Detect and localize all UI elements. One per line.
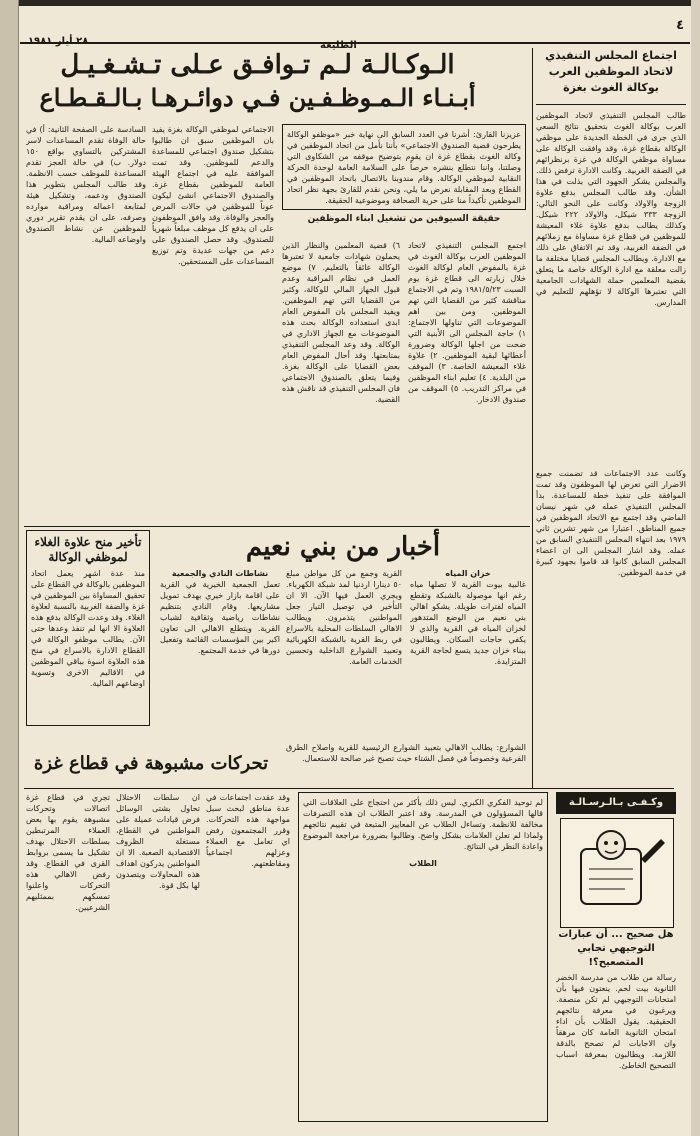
newspaper-name: الطليعة <box>320 40 357 51</box>
intro-box <box>282 124 526 210</box>
village-col-3-body: تعمل الجمعية الخيرية في القرية على اقامة بازار خيري بهدف تمويل مشاريعها. وقام النادي بتنظيم نشاطات رياضية وثقافية لشباب القرية. ويتطلع الاهالي الى تعاون اكبر بين المؤسسات القائمة وتفعيل دورها في خدمة المجتمع. <box>160 580 280 655</box>
intro-text: عزيزنا القارئ: أشرنا في العدد السابق الى نهاية خبر «موظفو الوكالة يطرحون قضية الصندوق الاجتماعي» بأننا نأمل من اتحاد الموظفين في وكالة الغوث بقطاع غزة ان يقوم بتوضيح موقفه من الشكاوى التي وصلتنا، واننا نتطلع بنشره حرصاً على السلامة العامة لوحدة الحركة النقابية لموظفي الوكالة. وقام مندوبنا بالاتصال باتحاد الموظفين في القطاع وبعد المقابلة نعرض ما يلي، ونحن نقدم للقارئ بجهة نظر اتحاد الموظفين تأكيداً منا على حرية الصحافة وموضوعية الحقيقة. <box>287 130 521 205</box>
main-col-b: ٦) قضية المعلمين والنظار الذين يحملون شهادات جامعية لا تعتبرها الوكالة عائقاً بالتعليم. ٧) موضع العمل في نظام المراقبة وعدم قبول الجهاز المالي للوكالة، وكثير من القضايا التي تهم الموظفين. ويفيد المجلس بان المفوض العام ابدى استعداده الوكالة بحث هذه الموضوعات مع الجهاز الاداري في الوكالة. وقد وعد المجلس التنفيذي بمتابعتها. وقد أحال المفوض العام بعض القضايا على الوكالة بغزة. وفيما يتعلق بالصندوق الاجتماعي فان المجلس التنفيذي قد ناقش هذه القضية. <box>282 241 400 404</box>
village-col-1 <box>410 568 526 738</box>
right-column-title: اجتماع المجلس التنفيذي لاتحاد الموظفين العرب بوكالة الغوث بغزة <box>536 48 686 105</box>
scan-edge-right <box>691 0 700 1136</box>
letter-body: لم توحيد الفكري الكبري. ليس ذلك بأكثر من احتجاج على العلاقات التي قالها المسؤولون في المدرسة. وقد اعتبر الطلاب ان هذه التصرفات مخالفة للانظمة. وتساءل الطلاب عن المعايير المتبعة في تقييم نتائجهم ولماذا لم تعلن العلامات بشكل واضح. وطالبوا بضرورة مراجعة الموضوع واعادة النظر في النتائج. <box>303 798 543 851</box>
village-news-title: أخبار من بني نعيم <box>245 532 441 562</box>
scan-edge-left <box>0 0 19 1136</box>
scan-edge-top <box>0 0 700 6</box>
village-col-3 <box>160 568 280 738</box>
letter-box <box>298 792 548 1122</box>
cartoon-drawing <box>561 819 673 927</box>
main-col-d: السادسة على الصفحة الثانية: أ) في حالة الوفاة تقدم المساعدات لاسر المشتركين بالتساوي بواقع ١٥٠ دولار. ب) في حالة العجز تقدم المساعدة للموظف حسب الانظمة. وقد طالب المجلس بتطوير هذا الصندوق ودعمه، وتشكيل هيئة لمتابعة اعماله ومراقبة موارده وصرفه، على ان يقدم تقرير دوري للموظفين عن نشاط الصندوق واوضاعه المالية. <box>26 125 146 244</box>
allowance-box <box>26 530 150 726</box>
allowance-title: تأخير منح علاوة الغلاء لموظفي الوكالة <box>34 535 142 564</box>
allowance-body: منذ عدة اشهر يعمل اتحاد الموظفين بالوكالة في القطاع على تحقيق المساواة بين الموظفين في غزة والضفة الغربية بالنسبة لعلاوة الغلاء. وقد وعدت الوكالة بدفع هذه العلاوة الا انها لم تنفذ وعدها حتى الآن. يطالب موظفو الوكالة في القطاع الادارة بالاسراع في منح هذه العلاوة اسوة بباقي الموظفين في الاقاليم الاخرى وتسوية اوضاعهم المالية. <box>31 569 145 688</box>
cartoon-body: رسالة من طلاب من مدرسة الخضر الثانوية بيت لحم. ينعتون فيها بأن امتحانات التوجيهي لم تكن منصفة. ويرغبون في معرفة نتائجهم الحقيقية. يقول الطلاب بأن اداء امتحان الثانوية العامة كان مرهقاً وان الاجابات لم تصحح بالدقة اللازمة. ويطالبون بمعرفة اسباب التصحيح الخاطئ. <box>556 973 676 1070</box>
main-col-c: الاجتماعي لموظفي الوكالة بغزة يفيد بان الموظفين سبق ان طالبوا بتشكيل صندوق اجتماعي للمساعدة والدعم للموظفين. وقد تمت الموافقة عليه في اجتماع الهيئة العامة للموظفين بقطاع غزة. والصندوق الاجتماعي انشئ ليكون عوناً للموظفين في حالات المرض والعجز والوفاة. وقد وافق الموظفون على ان يدفع كل موظف مبلغاً شهرياً للصندوق. وقد حصل الصندوق على دعم من جهات عديدة وتم توزيع المساعدات على المستحقين. <box>152 125 274 266</box>
cartoon-eye-left <box>604 841 608 845</box>
gaza-title: تحركات مشبوهة في قطاع غزة <box>33 753 269 774</box>
cartoon-caption: هل صحيح ... أن عبارات التوجيهي تجابي المتصعيح؟! <box>558 929 674 968</box>
main-col-a: اجتمع المجلس التنفيذي لاتحاد الموظفين العرب بوكالة الغوث في غزة بالمفوض العام لوكالة الغوث خلال زيارته الى قطاع غزة يوم السبت ١٩٨١/٥/٢٣ وتم في الاجتماع مناقشة كثير من القضايا التي تهم الموظفين. ومن بين اهم الموضوعات التي تناولها الاجتماع: ١) حاجة المجلس الى الأبنية التي ضحت من اجلها الوكالة وضرورة أعطائها لبقية الموظفين. ٢) علاوة غلاء المعيشة الخاصة. ٣) الموقف من البلدية. ٤) تعليم ابناء الموظفين في مراكز التدريب. ٥) الموقف من صندوق الادخار. <box>408 241 526 404</box>
village-col-3-head: نشاطات النادي والجمعية <box>171 569 269 578</box>
village-col-4: الشوارع: يطالب الاهالي بتعبيد الشوارع الرئيسية للقرية واصلاح الطرق الفرعية وخصوصاً في فصل الشتاء حيث تصبح غير صالحة للاستعمال. <box>286 743 526 763</box>
main-subhead: حقيقة السيوفين من تشغيل أبناء الموظفين <box>307 214 501 224</box>
issue-date: ٢٨ أيار ١٩٨١ <box>28 36 89 47</box>
masthead <box>20 12 690 51</box>
gaza-col-3: وقد عقدت اجتماعات في عدة مناطق لبحث سبل مواجهة هذه التحركات. وقرر المجتمعون رفض اي تعامل مع العملاء وعزلهم اجتماعياً ومقاطعتهم. <box>206 793 290 868</box>
main-headline-line2: أبـنـاء الـمـوظـفـين فـي دوائـرهـا بـالـقـطـاع <box>39 83 476 112</box>
section-divider <box>24 526 530 527</box>
cartoon-head <box>597 831 625 859</box>
column-divider <box>532 48 533 788</box>
main-headline-line1: الـوكـالـة لـم تـوافـق عـلى تـشـغـيـل <box>60 50 455 80</box>
letter-signature: الطلاب <box>409 859 437 868</box>
cartoon-illustration <box>560 818 674 928</box>
village-col-1-body: غالبية بيوت القرية لا تصلها مياه رغم انها موصولة بالشبكة وتقطع المياه لفترات طويلة. يشكو اهالي بني نعيم من الوضع المتدهور لخزان المياه في القرية والذي لا يكفي حاجات السكان. ويطالبون ببناء خزان جديد يتسع لحاجة القرية المتزايدة. <box>410 580 526 666</box>
gaza-col-1: تجري في قطاع غزة اتصالات وتحركات مشبوهة يقوم بها بعض العملاء المرتبطين بسلطات الاحتلال بهدف تشكيل ما يسمى بروابط القرى في القطاع. وقد رفض الاهالي هذه التحركات واعلنوا تمسكهم بممثليهم الشرعيين. <box>26 793 110 912</box>
village-col-1-head: خزان المياه <box>445 569 491 578</box>
cartoon-pen <box>641 839 665 863</box>
main-headline <box>30 48 485 120</box>
right-column-body: طالب المجلس التنفيذي لاتحاد الموظفين العرب بوكالة الغوث بتحقيق نتائج السعي الذي جرى في الخطة الجديدة على موظفي الوكالة بقطاع غزة، وقد وافقت الوكالة على مساواة موظفي الوكالة في غزة برنظرائهم في الضفة الغربية. وكانت الادارة ترفض ذلك. والمجلس يشكر الجهود التي بذلت في هذا الشأن. وقد طالب المجلس بدفع علاوة الزوجة والاولاد وكانت على النحو التالي: الزوجة ٣٣٣ شيكل، والاولاد ٢٢٢ شيكل. وكذلك يطالب بدفع علاوة غلاء المعيشة للموظفين في قطاع غزة مساواة مع زملائهم في الضفة الغربية، وقد تم الاتفاق على ذلك مع الادارة. ويطالب المجلس قضايا مختلفة ما زالت معلقة مع ادارة الوكالة خاصة ما يتعلق بقضية المعلمين حملة الشهادات الجامعية التي تعتبرها الوكالة لا تؤهلهم للتعليم في المدارس. <box>536 111 686 307</box>
right-column-body-continued: وكانت عدد الاجتماعات قد تضمنت جميع الاضرار التي تعرض لها الموظفون وقد تمت الموافقة على تنفيذ خطة للمساعدة. بدأ المجلس التنفيذي عمله في شهر نيسان الماضي وقد اجتمع مع الاتحاد الموظفين في جميع المناطق. اعتبارا من شهر تشرين ثاني ١٩٧٩ بعد انتهاء المجلس التنفيذي السابق من عمله. وقد اشار المجلس الى ان اعضاء المجلس السابق كانوا قد قاموا بجهود كبيرة في خدمة الموظفين. <box>536 469 686 577</box>
cartoon-eye-right <box>614 841 618 845</box>
village-col-2: القرية وجمع من كل مواطن مبلغ ٥٠ دينارا اردنيا لمد شبكة الكهرباء. ويجري العمل فيها الآن. الا ان التأخير في توصيل التيار جعل المواطنين يتذمرون. ويطالب الاهالي السلطات المحلية بالاسراع في ربط القرية بالشبكة الكهربائية وتعبيد الشوارع الداخلية وتحسين الخدمات العامة. <box>286 569 402 666</box>
page-number: ٤ <box>676 18 684 33</box>
cartoon-label: وكـفـى بـالـرسـالـة <box>556 792 676 814</box>
lower-divider <box>24 788 674 789</box>
gaza-col-2: ان سلطات الاحتلال تحاول بشتى الوسائل فرض قيادات عميلة على المواطنين في القطاع، مستغلة الظروف الاقتصادية الصعبة. الا ان المواطنين يدركون اهداف هذه المحاولات ويتصدون لها بكل قوة. <box>116 793 200 890</box>
